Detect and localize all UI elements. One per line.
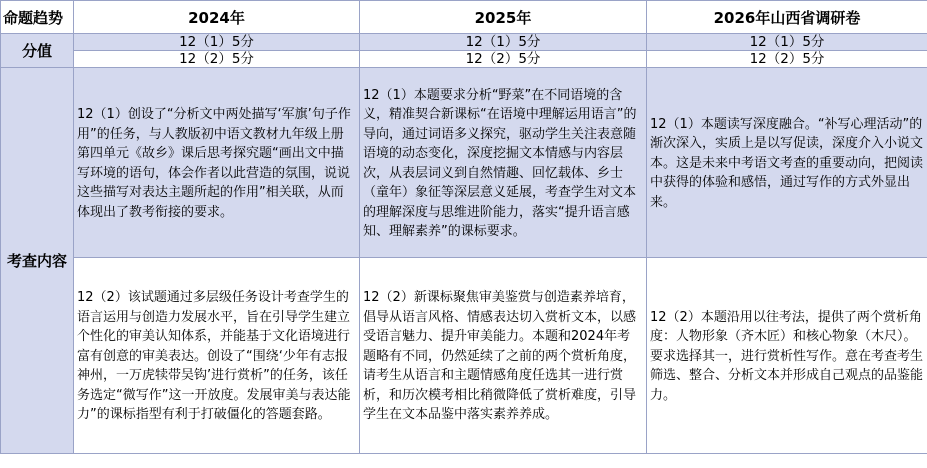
content-2026-q2-text: 12（2）本题沿用以往考法，提供了两个赏析角度：人物形象（齐木匠）和核心物象（木尺）。要求选择其一，进行赏析性写作。意在考查考生筛选、整合、分析文本并形成自己观点的品鉴能力。 — [650, 309, 924, 403]
score-2024-q1: 12（1）5分 — [74, 34, 360, 51]
content-row-1 — [1, 68, 927, 258]
content-2024-q2-text: 12（2）该试题通过多层级任务设计考查学生的语言运用与创造力发展水平，旨在引导学生建立个性化的审美认知体系，并能基于文化语境进行富有创意的审美表达。创设了“围绕‘少年有志报神州，一万虎犊带吴钩’进行赏析”的任务，该任务选定“微写作”这一开放度。发展审美与表达能力”的课标指型有利于打破僵化的答题套路。 — [77, 290, 351, 423]
score-2025-q2: 12（2）5分 — [360, 51, 647, 68]
score-2025-q1: 12（1）5分 — [360, 34, 647, 51]
content-row-2 — [1, 258, 927, 454]
content-label: 考查内容 — [1, 68, 74, 454]
score-row-1 — [1, 34, 927, 51]
header-2024: 2024年 — [74, 1, 360, 34]
content-2026-q2 — [647, 258, 927, 454]
content-2025-q1-text: 12（1）本题要求分析“野菜”在不同语境的含义，精准契合新课标“在语境中理解运用语言”的导向，通过词语多义探究，驱动学生关注表意随语境的动态变化，深度挖掘文本情感与内容层次，从表层词义到自然情趣、回忆载体、乡士（童年）象征等深层意义延展，考查学生对文本的理解深度与思维进阶能力，落实“提升语言感知、理解素养”的课标要求。 — [363, 87, 637, 239]
score-2026-q1: 12（1）5分 — [647, 34, 927, 51]
score-label: 分值 — [1, 34, 74, 68]
header-row — [1, 1, 927, 34]
score-row-2 — [1, 51, 927, 68]
score-2026-q2: 12（2）5分 — [647, 51, 927, 68]
content-2025-q1 — [360, 68, 647, 258]
header-2025: 2025年 — [360, 1, 647, 34]
content-2025-q2 — [360, 258, 647, 454]
content-2026-q1-text: 12（1）本题读写深度融合。“补写心理活动”的渐次深入，实质上是以写促读，深度介入小说文本。这是未来中考语文考查的重要动向，把阅读中获得的体验和感悟，通过写作的方式外显出来。 — [650, 116, 924, 210]
content-2024-q2 — [74, 258, 360, 454]
score-2024-q2: 12（2）5分 — [74, 51, 360, 68]
header-2026: 2026年山西省调研卷 — [647, 1, 927, 34]
content-2026-q1 — [647, 68, 927, 258]
content-2024-q1-text: 12（1）创设了“分析文中两处描写‘军旗’句子作用”的任务，与人教版初中语文教材九年级上册第四单元《故乡》课后思考探究题“画出文中描写环境的语句，体会作者以此营造的氛围，说说这些描写对表达主题所起的作用”相关联，从而体现出了教考衔接的要求。 — [77, 107, 351, 220]
content-2024-q1 — [74, 68, 360, 258]
content-2025-q2-text: 12（2）新课标聚焦审美鉴赏与创造素养培育，倡导从语言风格、情感表达切入赏析文本，以感受语言魅力、提升审美能力。本题和2024年考题略有不同，仍然延续了之前的两个赏析角度，请考生从语言和主题情感角度任选其一进行赏析，和历次模考相比稍微降低了赏析难度，引导学生在文本品鉴中落实素养养成。 — [363, 290, 637, 423]
header-trend: 命题趋势 — [1, 1, 74, 34]
